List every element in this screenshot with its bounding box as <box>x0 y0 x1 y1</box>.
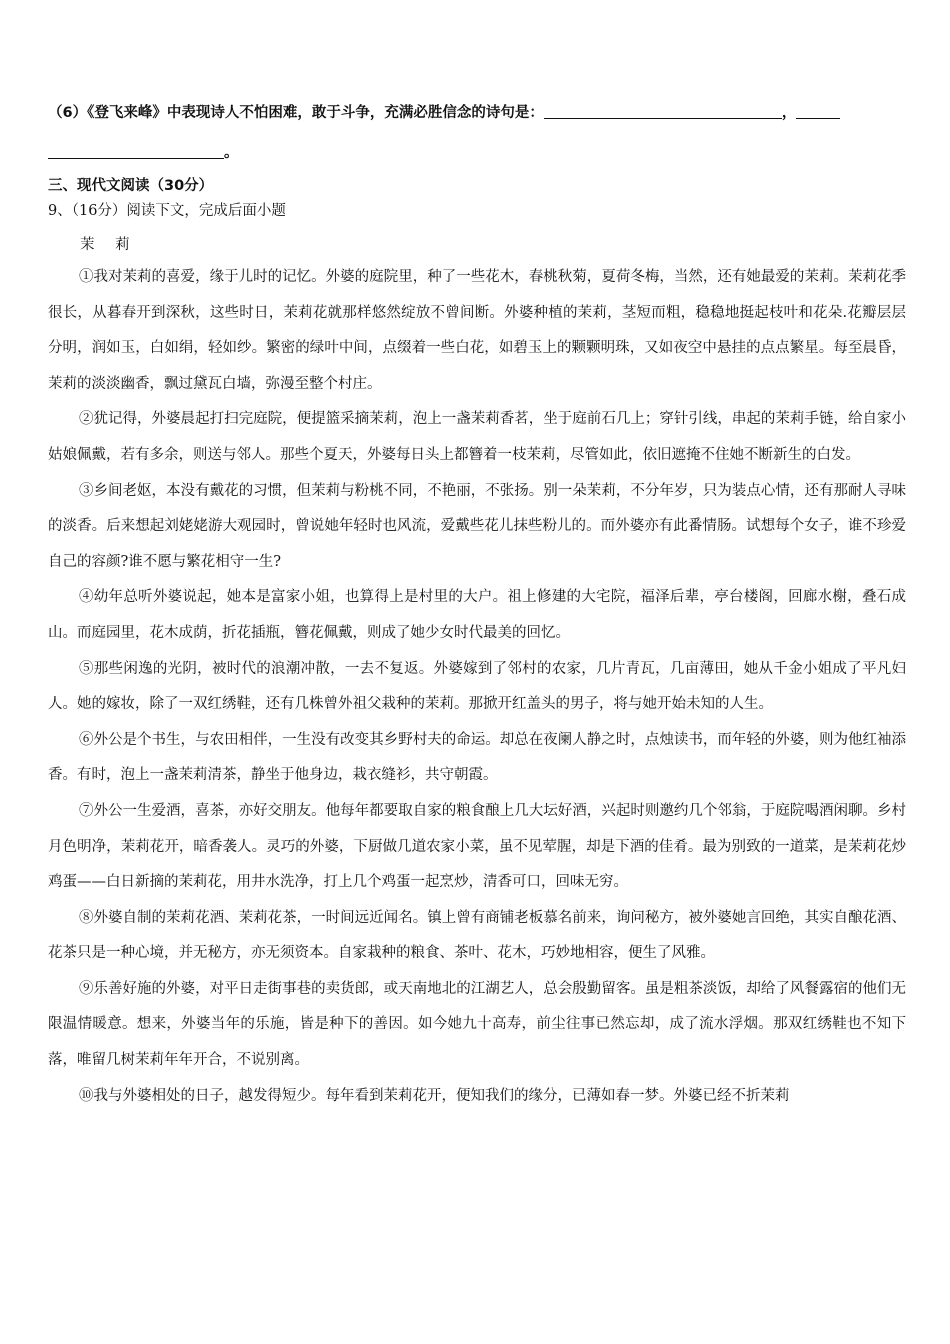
question-9-prompt: 9、（16分）阅读下文，完成后面小题 <box>48 203 286 219</box>
paragraph-8: ⑧外婆自制的茉莉花酒、茉莉花茶，一时间远近闻名。镇上曾有商铺老板慕名前来，询问秘方，被外婆她言回绝，其实自酿花酒、花茶只是一种心境，并无秘方，亦无须资本。自家栽种的粮食、茶叶、花木，巧妙地相容，便生了风雅。 <box>48 909 906 962</box>
paragraph-3: ③乡间老妪，本没有戴花的习惯，但茉莉与粉桃不同，不艳丽，不张扬。别一朵茉莉，不分年岁，只为装点心情，还有那耐人寻味的淡香。后来想起刘姥姥游大观园时，曾说她年轻时也风流，爱戴些花儿抹些粉儿的。而外婆亦有此番情肠。试想每个女子，谁不珍爱自己的容颜?谁不愿与繁花相守一生? <box>48 482 906 570</box>
article-title: 茉 莉 <box>80 237 138 253</box>
question-6 <box>48 103 910 161</box>
answer-blank-3[interactable] <box>48 144 224 159</box>
answer-blank-1[interactable] <box>544 104 782 119</box>
paragraph-9: ⑨乐善好施的外婆，对平日走街事巷的卖货郎，或天南地北的江湖艺人，总会殷勤留客。虽是粗茶淡饭，却给了风餐露宿的他们无限温情暖意。想来，外婆当年的乐施，皆是种下的善因。如今她九十高寿，前尘往事已然忘却，成了流水浮烟。那双红绣鞋也不知下落，唯留几树茉莉年年开合，不说别离。 <box>48 980 906 1069</box>
answer-blank-2[interactable] <box>796 104 840 119</box>
article-body <box>48 260 906 1114</box>
paragraph-5: ⑤那些闲逸的光阴，被时代的浪潮冲散，一去不复返。外婆嫁到了邻村的农家，几片青瓦，几亩薄田，她从千金小姐成了平凡妇人。她的嫁妆，除了一双红绣鞋，还有几株曾外祖父栽种的茉莉。那掀开红盖头的男子，将与她开始未知的人生。 <box>48 660 906 713</box>
question-6-comma: ， <box>781 105 797 121</box>
question-6-text: （6）《登飞来峰》中表现诗人不怕困难，敢于斗争，充满必胜信念的诗句是： <box>48 105 544 121</box>
section-heading: 三、现代文阅读（30分） <box>48 178 214 194</box>
question-6-period: 。 <box>224 145 239 161</box>
paragraph-1: ①我对茉莉的喜爱，缘于儿时的记忆。外婆的庭院里，种了一些花木，春桃秋菊，夏荷冬梅，当然，还有她最爱的茉莉。茉莉花季很长，从暮春开到深秋，这些时日，茉莉花就那样悠然绽放不曾间断。外婆种植的茉莉，茎短而粗，稳稳地挺起枝叶和花朵.花瓣层层分明，润如玉，白如绢，轻如纱。繁密的绿叶中间，点缀着一些白花，如碧玉上的颗颗明珠，又如夜空中悬挂的点点繁星。每至晨昏，茉莉的淡淡幽香，飘过黛瓦白墙，弥漫至整个村庄。 <box>48 269 906 392</box>
paragraph-4: ④幼年总听外婆说起，她本是富家小姐，也算得上是村里的大户。祖上修建的大宅院，福泽后辈，亭台楼阁，回廊水榭，叠石成山。而庭园里，花木成荫，折花插瓶，簪花佩戴，则成了她少女时代最美的回忆。 <box>48 589 906 641</box>
paragraph-10: ⑩我与外婆相处的日子，越发得短少。每年看到茉莉花开，便知我们的缘分，已薄如春一梦。外婆已经不折茉莉 <box>79 1087 790 1104</box>
paragraph-7: ⑦外公一生爱酒，喜茶，亦好交朋友。他每年都要取自家的粮食酿上几大坛好酒，兴起时则邀约几个邻翁，于庭院喝酒闲聊。乡村月色明净，茉莉花开，暗香袭人。灵巧的外婆，下厨做几道农家小菜，虽不见荤腥，却是下酒的佳肴。最为别致的一道菜，是茉莉花炒鸡蛋——白日新摘的茉莉花，用井水洗净，打上几个鸡蛋一起烹炒，清香可口，回味无穷。 <box>48 802 906 891</box>
paragraph-6: ⑥外公是个书生，与农田相伴，一生没有改变其乡野村夫的命运。却总在夜阑人静之时，点烛读书，而年轻的外婆，则为他红袖添香。有时，泡上一盏茉莉清茶，静坐于他身边，栽衣缝衫，共守朝霞。 <box>48 731 906 784</box>
question-6-line-2 <box>48 143 239 163</box>
paragraph-2: ②犹记得，外婆晨起打扫完庭院，便提篮采摘茉莉，泡上一盏茉莉香茗，坐于庭前石几上；穿针引线，串起的茉莉手链，给自家小姑娘佩戴，若有多余，则送与邻人。那些个夏天，外婆每日头上都簪着一枝茉莉，尽管如此，依旧遮掩不住她不断新生的白发。 <box>48 411 906 463</box>
